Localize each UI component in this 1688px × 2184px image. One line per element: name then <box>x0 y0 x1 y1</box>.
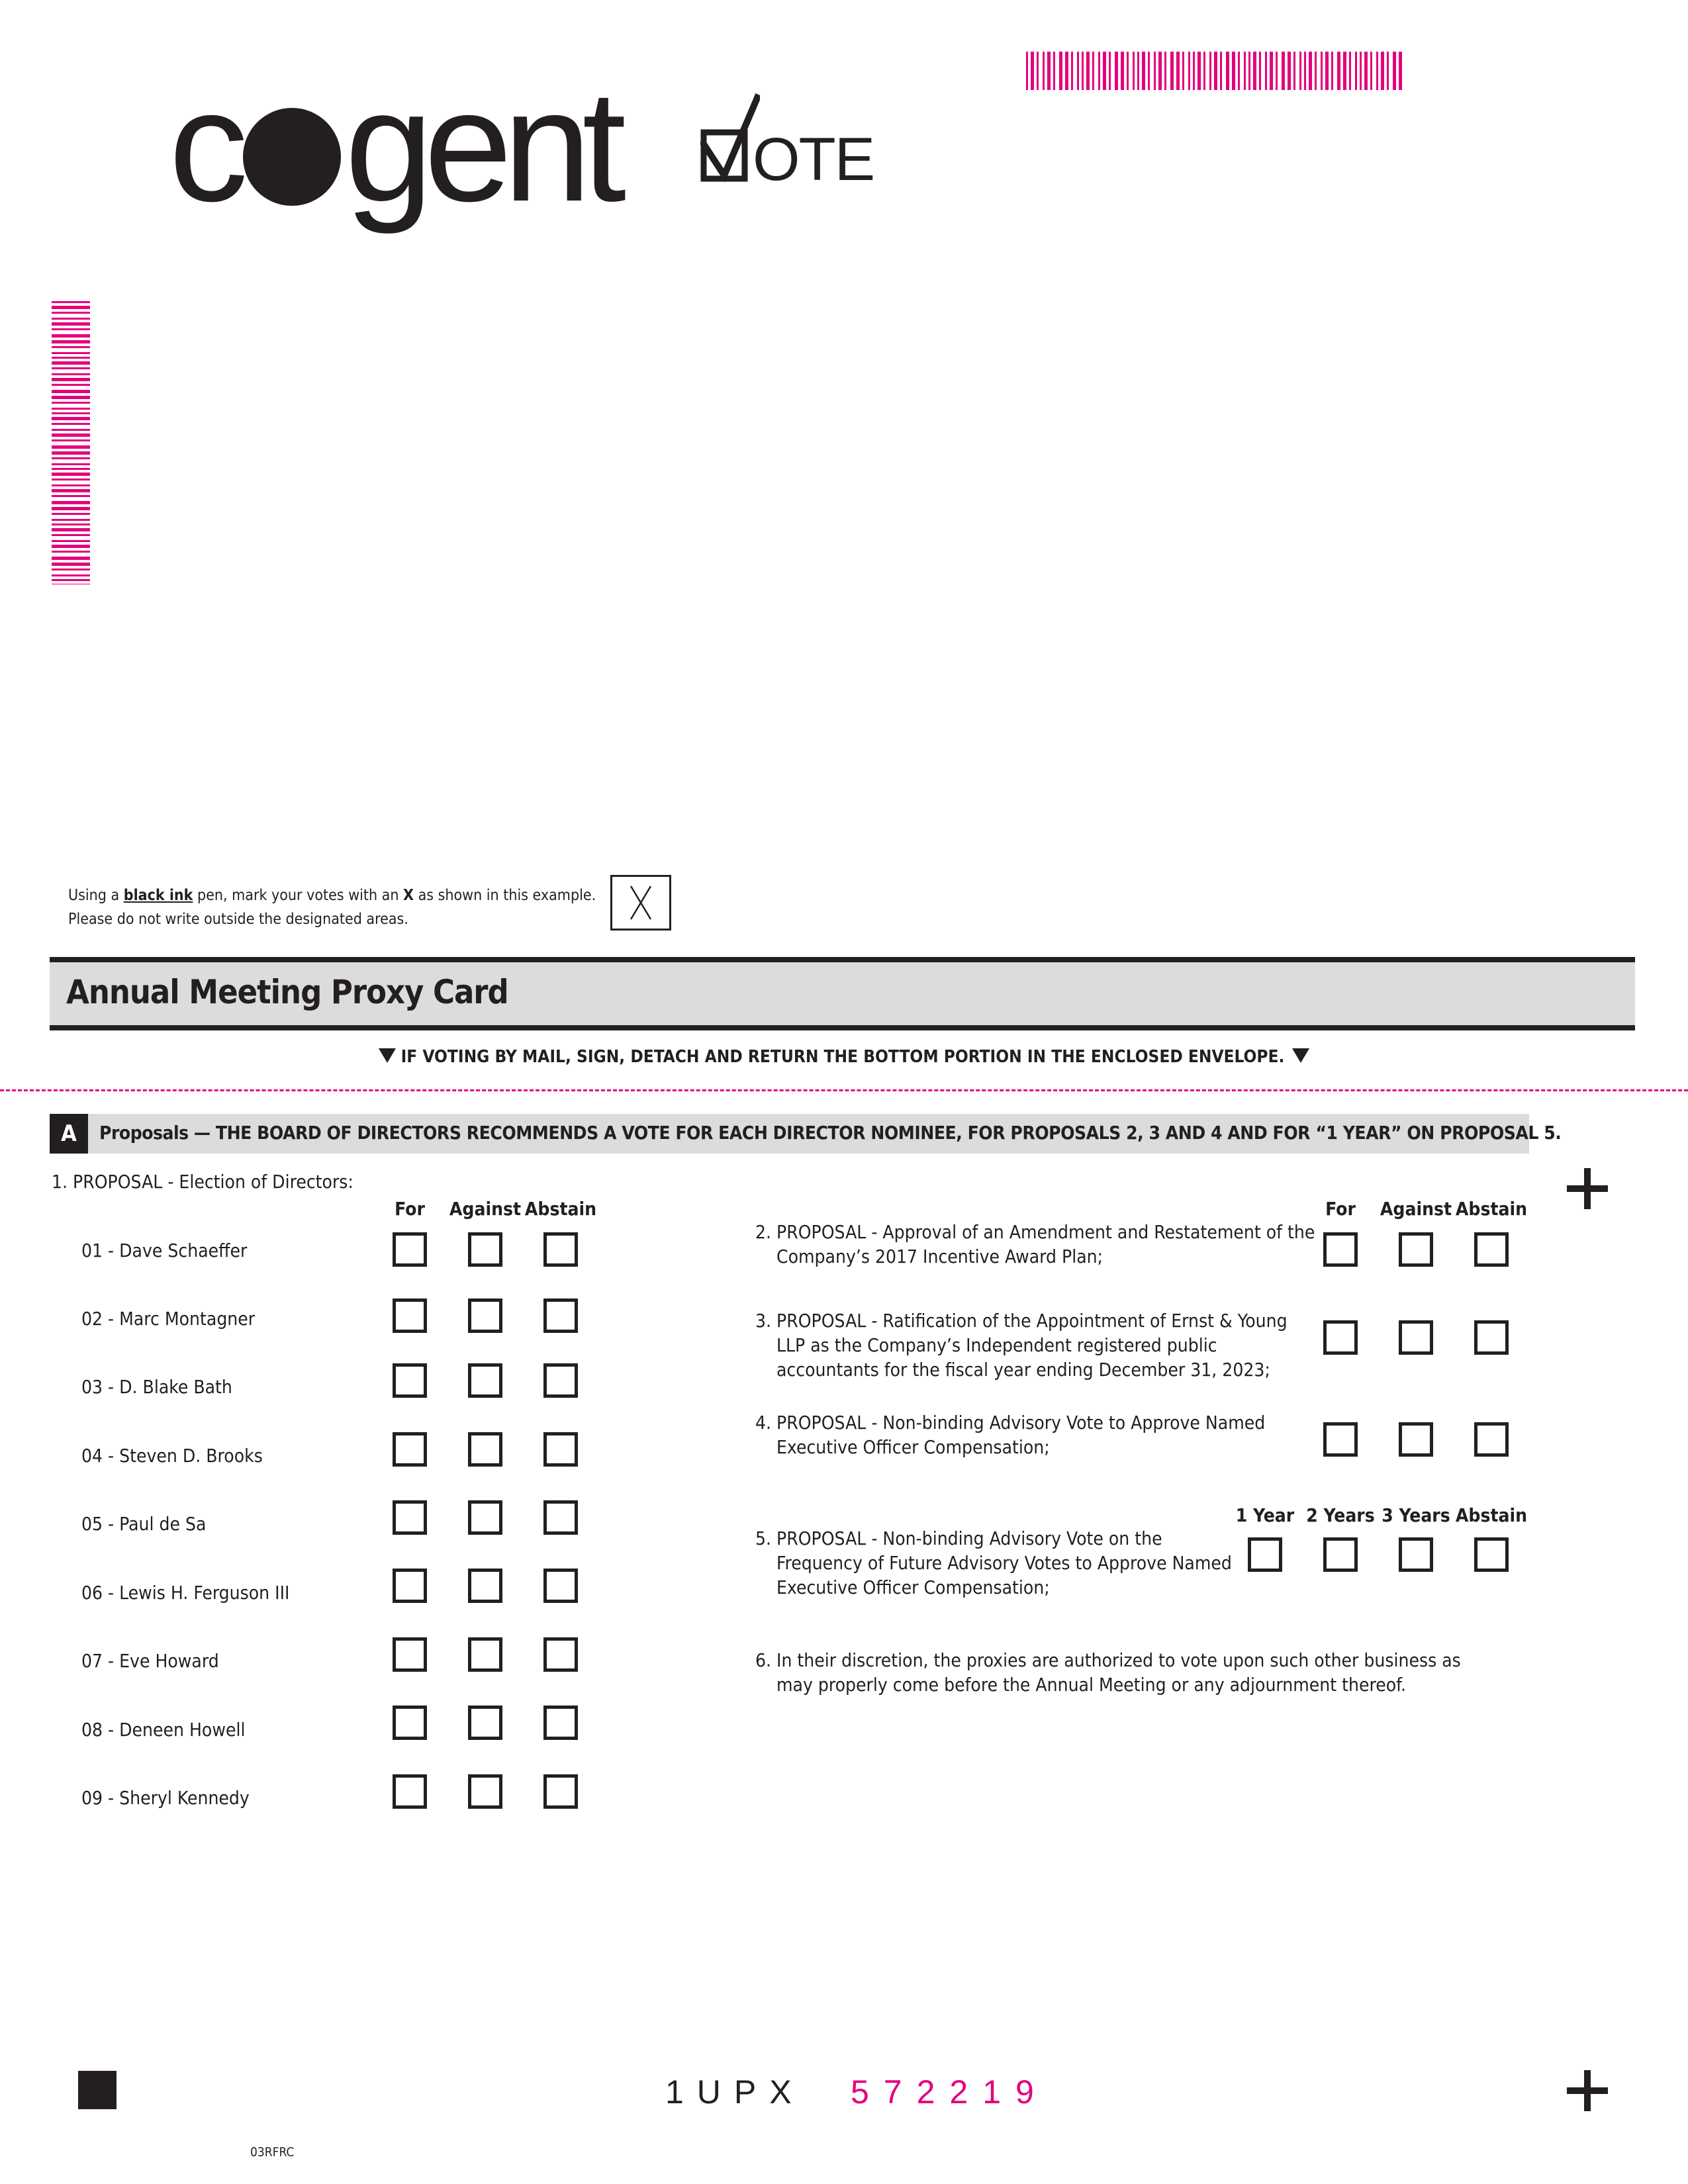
barcode-bar <box>52 468 90 470</box>
proposal-2-against-checkbox[interactable] <box>1399 1232 1433 1267</box>
barcode-bar <box>1381 52 1384 90</box>
barcode-bar <box>52 478 90 480</box>
barcode-bar <box>52 513 90 515</box>
barcode-bar <box>52 451 90 455</box>
barcode-bar <box>52 557 90 560</box>
barcode-bar <box>52 540 90 542</box>
proposal-4-for-checkbox[interactable] <box>1323 1422 1358 1457</box>
barcode-bar <box>52 306 90 309</box>
barcode-bar <box>1148 52 1150 90</box>
barcode-bar <box>52 334 90 338</box>
top-barcode <box>1026 52 1405 90</box>
nominee-name: 02 - Marc Montagner <box>81 1308 256 1330</box>
nominee-06-against-checkbox[interactable] <box>468 1569 502 1603</box>
proposal-4-abstain-checkbox[interactable] <box>1474 1422 1509 1457</box>
proposal-2-for-checkbox[interactable] <box>1323 1232 1358 1267</box>
mail-instructions: IF VOTING BY MAIL, SIGN, DETACH AND RETURN THE BOTTOM PORTION IN THE ENCLOSED ENVELOPE. <box>0 1047 1688 1067</box>
barcode-bar <box>52 412 90 414</box>
form-code-pink: 572219 <box>851 2073 1049 2111</box>
barcode-bar <box>1238 52 1240 90</box>
proposal-5-1-year-checkbox[interactable] <box>1248 1537 1282 1572</box>
nominee-08-abstain-checkbox[interactable] <box>543 1706 578 1740</box>
barcode-bar <box>1387 52 1389 90</box>
barcode-bar <box>1154 52 1156 90</box>
nominee-08-against-checkbox[interactable] <box>468 1706 502 1740</box>
example-mark-box <box>610 875 671 931</box>
barcode-bar <box>52 367 90 369</box>
proposal-1-label: 1. PROPOSAL - Election of Directors: <box>52 1171 353 1193</box>
registration-square-icon <box>78 2071 117 2109</box>
barcode-bar <box>52 579 90 581</box>
barcode-bar <box>1288 52 1291 90</box>
proposal-4-text: 4. PROPOSAL - Non-binding Advisory Vote to Approve Named Executive Officer Compensation; <box>755 1412 1266 1458</box>
barcode-bar <box>52 402 90 404</box>
barcode-bar <box>52 534 90 536</box>
barcode-bar <box>1203 52 1205 90</box>
barcode-bar <box>52 352 90 354</box>
barcode-bar <box>1115 52 1118 90</box>
nominee-02-against-checkbox[interactable] <box>468 1298 502 1333</box>
barcode-bar <box>52 423 90 425</box>
barcode-bar <box>1031 52 1034 90</box>
down-triangle-icon <box>1292 1048 1309 1063</box>
barcode-bar <box>1059 52 1062 90</box>
nominee-07-for-checkbox[interactable] <box>393 1637 427 1672</box>
barcode-bar <box>1393 52 1396 90</box>
barcode-bar <box>1343 52 1346 90</box>
barcode-bar <box>1170 52 1174 90</box>
barcode-bar <box>52 439 90 441</box>
x-mark-icon <box>612 877 669 929</box>
registration-plus-icon <box>1567 1168 1608 1209</box>
nominee-07-abstain-checkbox[interactable] <box>543 1637 578 1672</box>
nominee-04-against-checkbox[interactable] <box>468 1432 502 1467</box>
barcode-bar <box>52 357 90 359</box>
barcode-bar <box>1121 52 1124 90</box>
barcode-bar <box>1043 52 1045 90</box>
barcode-bar <box>52 489 90 492</box>
nominee-04-for-checkbox[interactable] <box>393 1432 427 1467</box>
barcode-bar <box>1360 52 1362 90</box>
barcode-bar <box>52 390 90 393</box>
barcode-bar <box>1253 52 1256 90</box>
section-a-heading: Proposals — THE BOARD OF DIRECTORS RECOMMENDS A VOTE FOR EACH DIRECTOR NOMINEE, FOR PROPOSALS 2, 3 AND 4 AND FOR “1 YEAR” ON PROPOSAL 5. <box>99 1122 1562 1144</box>
column-header-1-year: 1 Year <box>1235 1504 1295 1526</box>
barcode-bar <box>1282 52 1285 90</box>
down-triangle-icon <box>379 1048 396 1063</box>
barcode-bar <box>1349 52 1351 90</box>
proposal-4-against-checkbox[interactable] <box>1399 1422 1433 1457</box>
nominee-07-against-checkbox[interactable] <box>468 1637 502 1672</box>
nominee-09-abstain-checkbox[interactable] <box>543 1774 578 1809</box>
title-bottom-rule <box>50 1025 1635 1030</box>
column-header-3-years: 3 Years <box>1382 1504 1450 1526</box>
barcode-bar <box>1220 52 1222 90</box>
barcode-bar <box>1315 52 1317 90</box>
barcode-bar <box>1370 52 1372 90</box>
barcode-bar <box>1321 52 1323 90</box>
barcode-bar <box>1082 52 1084 90</box>
barcode-bar <box>1276 52 1278 90</box>
marking-instructions: Using a black ink pen, mark your votes with an X as shown in this example. Please do not write outside the designated areas. <box>68 887 596 928</box>
proposal-3-for-checkbox[interactable] <box>1323 1320 1358 1355</box>
proposal-5-3-years-checkbox[interactable] <box>1399 1537 1433 1572</box>
barcode-bar <box>1364 52 1368 90</box>
barcode-bar <box>1299 52 1301 90</box>
barcode-bar <box>1026 52 1028 90</box>
barcode-bar <box>52 563 90 566</box>
barcode-bar <box>1086 52 1090 90</box>
barcode-bar <box>52 545 90 548</box>
barcode-bar <box>1047 52 1051 90</box>
side-barcode <box>52 301 90 584</box>
barcode-bar <box>1098 52 1100 90</box>
proposal-5-abstain-checkbox[interactable] <box>1474 1537 1509 1572</box>
proposal-3-abstain-checkbox[interactable] <box>1474 1320 1509 1355</box>
barcode-bar <box>1193 52 1195 90</box>
barcode-bar <box>52 346 90 348</box>
column-header-against: Against <box>1380 1198 1452 1220</box>
barcode-bar <box>52 528 90 531</box>
logo-dot-icon <box>243 108 341 206</box>
barcode-bar <box>1133 52 1135 90</box>
barcode-bar <box>1037 52 1039 90</box>
barcode-bar <box>1077 52 1079 90</box>
barcode-bar <box>52 473 90 476</box>
nominee-06-for-checkbox[interactable] <box>393 1569 427 1603</box>
barcode-bar <box>1209 52 1211 90</box>
barcode-bar <box>52 322 90 326</box>
barcode-bar <box>1164 52 1166 90</box>
nominee-name: 05 - Paul de Sa <box>81 1513 207 1535</box>
barcode-bar <box>52 417 90 420</box>
barcode-bar <box>1244 52 1246 90</box>
barcode-bar <box>52 384 90 386</box>
proposal-2-abstain-checkbox[interactable] <box>1474 1232 1509 1267</box>
nominee-name: 03 - D. Blake Bath <box>81 1376 232 1398</box>
barcode-bar <box>52 457 90 459</box>
form-code-black: 1UPX <box>665 2073 805 2111</box>
nominee-04-abstain-checkbox[interactable] <box>543 1432 578 1467</box>
vote-checkmark-logo-icon <box>700 89 760 189</box>
nominee-06-abstain-checkbox[interactable] <box>543 1569 578 1603</box>
barcode-bar <box>1103 52 1106 90</box>
barcode-bar <box>1265 52 1267 90</box>
nominee-03-abstain-checkbox[interactable] <box>543 1363 578 1398</box>
nominee-name: 01 - Dave Schaeffer <box>81 1240 248 1261</box>
barcode-bar <box>1304 52 1306 90</box>
column-header-against: Against <box>449 1198 522 1220</box>
barcode-bar <box>1053 52 1055 90</box>
barcode-bar <box>1127 52 1129 90</box>
page-title: Annual Meeting Proxy Card <box>66 973 508 1011</box>
barcode-bar <box>1182 52 1184 90</box>
column-header-abstain: Abstain <box>1455 1198 1528 1220</box>
barcode-bar <box>1232 52 1235 90</box>
barcode-bar <box>52 569 90 570</box>
barcode-bar <box>52 429 90 431</box>
cogent-logo: c gent <box>169 57 618 234</box>
nominee-01-for-checkbox[interactable] <box>393 1232 427 1267</box>
barcode-bar <box>1309 52 1312 90</box>
nominee-name: 08 - Deneen Howell <box>81 1719 246 1741</box>
barcode-bar <box>52 445 90 449</box>
barcode-bar <box>1376 52 1378 90</box>
nominee-name: 09 - Sheryl Kennedy <box>81 1787 250 1809</box>
barcode-bar <box>1071 52 1073 90</box>
barcode-bar <box>1158 52 1162 90</box>
barcode-bar <box>52 551 90 553</box>
nominee-03-for-checkbox[interactable] <box>393 1363 427 1398</box>
barcode-bar <box>1065 52 1068 90</box>
barcode-bar <box>52 507 90 510</box>
barcode-bar <box>52 312 90 314</box>
nominee-02-for-checkbox[interactable] <box>393 1298 427 1333</box>
barcode-bar <box>52 501 90 504</box>
barcode-bar <box>52 301 90 303</box>
proposal-5-2-years-checkbox[interactable] <box>1323 1537 1358 1572</box>
nominee-05-abstain-checkbox[interactable] <box>543 1500 578 1535</box>
barcode-bar <box>52 328 90 330</box>
nominee-05-for-checkbox[interactable] <box>393 1500 427 1535</box>
proposal-5-text: 5. PROPOSAL - Non-binding Advisory Vote on the Frequency of Future Advisory Votes to Approve Named Executive Officer Compensation; <box>755 1527 1232 1598</box>
barcode-bar <box>1197 52 1201 90</box>
barcode-bar <box>1248 52 1250 90</box>
nominee-name: 07 - Eve Howard <box>81 1650 219 1672</box>
barcode-bar <box>1137 52 1139 90</box>
barcode-bar <box>1092 52 1094 90</box>
barcode-bar <box>52 378 90 381</box>
nominee-03-against-checkbox[interactable] <box>468 1363 502 1398</box>
registration-plus-icon <box>1567 2070 1608 2111</box>
barcode-bar <box>1293 52 1295 90</box>
proposal-3-against-checkbox[interactable] <box>1399 1320 1433 1355</box>
nominee-02-abstain-checkbox[interactable] <box>543 1298 578 1333</box>
barcode-bar <box>1337 52 1340 90</box>
barcode-bar <box>1188 52 1190 90</box>
barcode-bar <box>52 396 90 399</box>
barcode-bar <box>52 523 90 525</box>
barcode-bar <box>1176 52 1180 90</box>
proposal-6-text: 6. In their discretion, the proxies are authorized to vote upon such other business as may properly come before the Annual Meeting or any adjournment thereof. <box>755 1649 1461 1696</box>
section-letter: A <box>50 1114 88 1154</box>
nominee-name: 06 - Lewis H. Ferguson III <box>81 1582 290 1604</box>
barcode-bar <box>52 574 90 576</box>
barcode-bar <box>1142 52 1145 90</box>
barcode-bar <box>52 373 90 375</box>
column-header-for: For <box>1325 1198 1356 1220</box>
detach-perforation-line <box>0 1089 1688 1091</box>
form-small-code: 03RFRC <box>250 2145 295 2160</box>
barcode-bar <box>52 408 90 410</box>
nominee-name: 04 - Steven D. Brooks <box>81 1445 263 1467</box>
column-header-for: For <box>395 1198 425 1220</box>
barcode-bar <box>52 361 90 365</box>
nominee-01-against-checkbox[interactable] <box>468 1232 502 1267</box>
barcode-bar <box>1399 52 1402 90</box>
nominee-08-for-checkbox[interactable] <box>393 1706 427 1740</box>
proposal-2-text: 2. PROPOSAL - Approval of an Amendment and Restatement of the Company’s 2017 Incentive Award Plan; <box>755 1221 1315 1267</box>
barcode-bar <box>1226 52 1229 90</box>
proposal-3-text: 3. PROPOSAL - Ratification of the Appointment of Ernst & Young LLP as the Company’s Independent registered public accountants for the fiscal year ending December 31, 2023; <box>755 1310 1288 1381</box>
barcode-bar <box>52 318 90 320</box>
nominee-05-against-checkbox[interactable] <box>468 1500 502 1535</box>
nominee-01-abstain-checkbox[interactable] <box>543 1232 578 1267</box>
barcode-bar <box>1331 52 1333 90</box>
column-header-2-years: 2 Years <box>1306 1504 1375 1526</box>
barcode-bar <box>52 519 90 521</box>
barcode-bar <box>1214 52 1217 90</box>
barcode-bar <box>52 463 90 465</box>
barcode-bar <box>1325 52 1329 90</box>
barcode-bar <box>52 495 90 497</box>
nominee-09-for-checkbox[interactable] <box>393 1774 427 1809</box>
barcode-bar <box>52 340 90 343</box>
title-top-rule <box>50 957 1635 962</box>
barcode-bar <box>1259 52 1261 90</box>
barcode-bar <box>1355 52 1357 90</box>
column-header-abstain: Abstain <box>1455 1504 1528 1526</box>
vote-logo-text: OTE <box>753 126 874 193</box>
column-header-abstain: Abstain <box>524 1198 597 1220</box>
nominee-09-against-checkbox[interactable] <box>468 1774 502 1809</box>
barcode-bar <box>1270 52 1273 90</box>
barcode-bar <box>52 484 90 486</box>
barcode-bar <box>1109 52 1111 90</box>
barcode-bar <box>52 433 90 437</box>
